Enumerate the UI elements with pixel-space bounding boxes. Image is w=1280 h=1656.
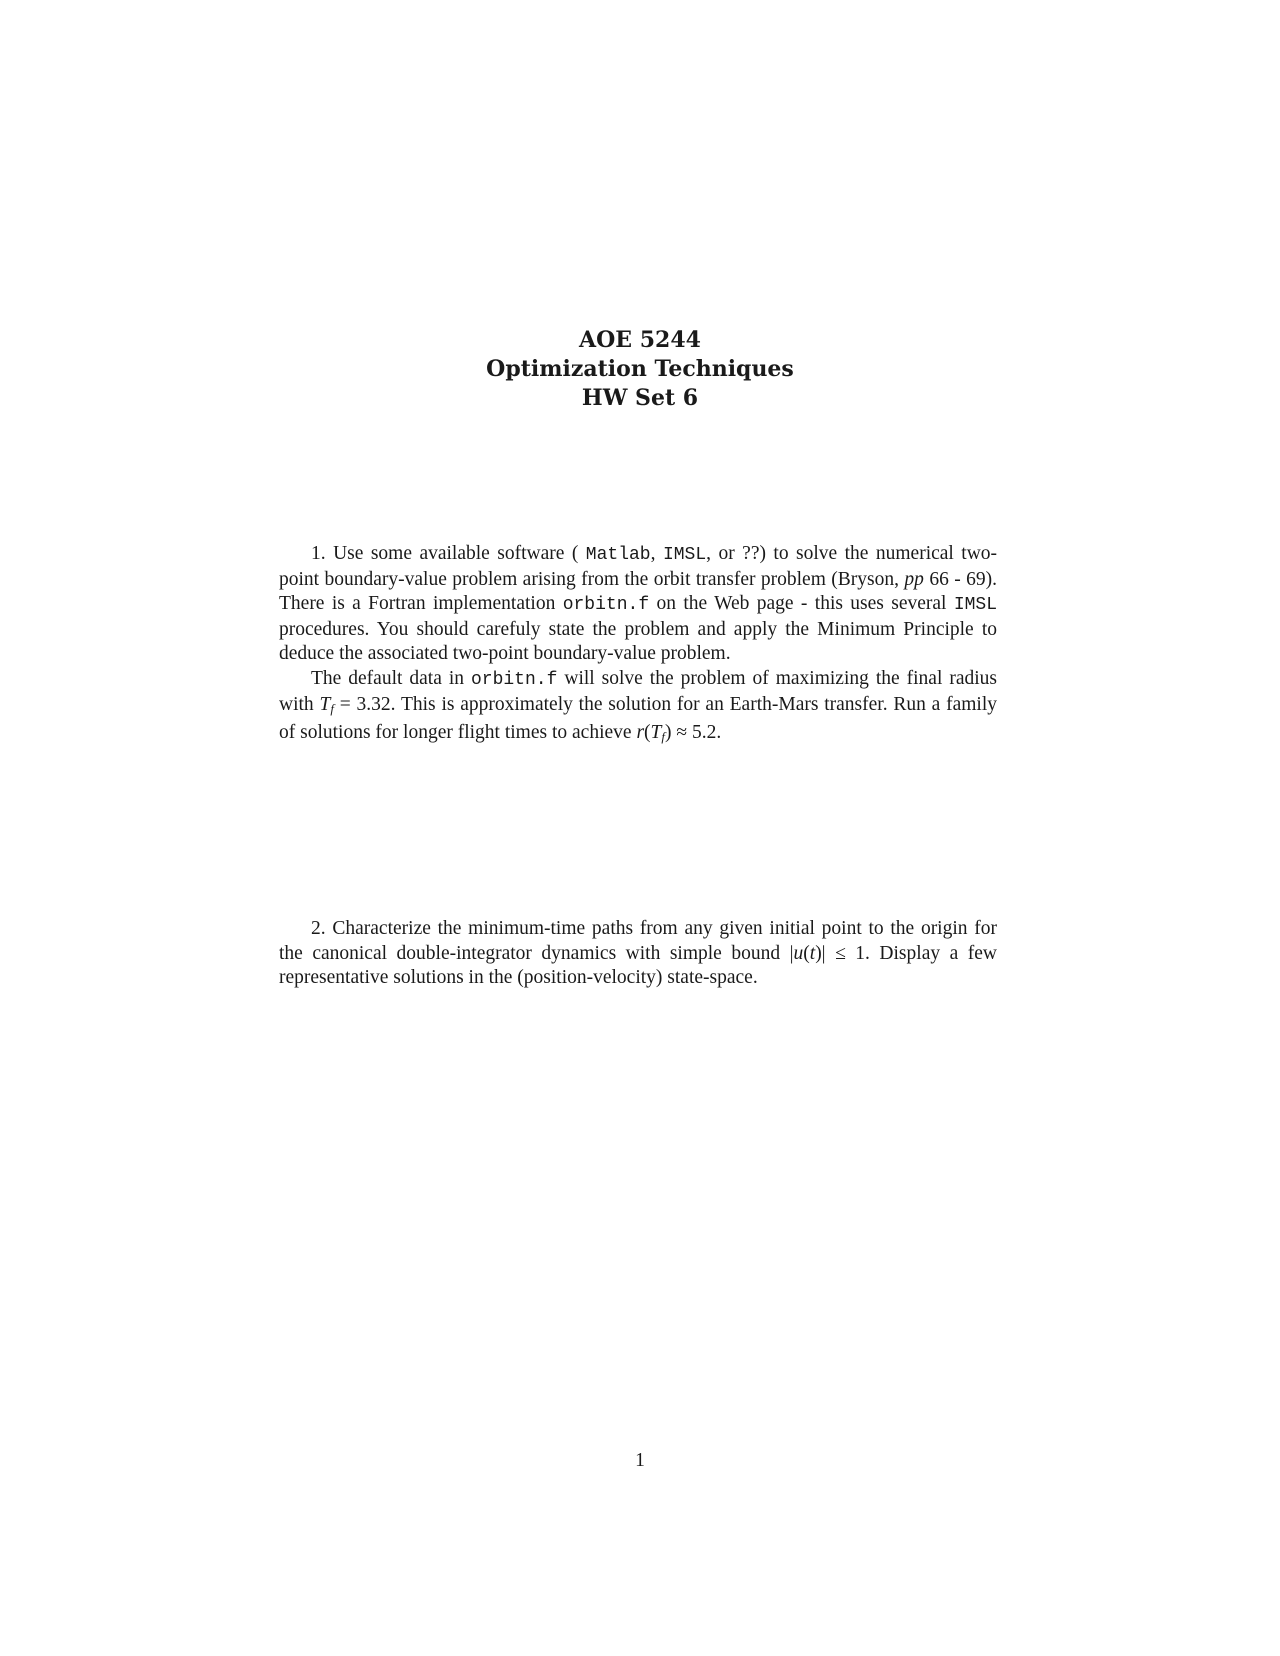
- assignment-title: HW Set 6: [581, 385, 699, 411]
- text-segment: )| ≤ 1. Display a few representative solutions in the (position-velocity) state-space.: [279, 942, 997, 989]
- math-subscript-f: f: [661, 729, 666, 745]
- text-segment: Use some available software (: [333, 543, 579, 564]
- text-segment: ) ≈ 5.2.: [665, 722, 722, 744]
- math-u: u: [793, 942, 804, 964]
- math-T: T: [319, 693, 331, 715]
- text-segment: 66 - 69). There is a Fortran implementation: [279, 568, 998, 615]
- text-segment: , or ??) to solve the numerical two-point boundary-value problem arising from the orbit transfer problem (Bryson,: [279, 543, 998, 590]
- problem-1: [279, 542, 997, 750]
- problem-number: 2.: [311, 918, 326, 939]
- code-orbitn-file: orbitn.f: [562, 595, 650, 616]
- math-T: T: [650, 722, 662, 744]
- text-segment: procedures. You should carefuly state the problem and apply the Minimum Principle to deduce the associated two-point boundary-value problem.: [279, 618, 997, 665]
- code-matlab: Matlab: [585, 545, 651, 565]
- text-segment: ,: [650, 543, 656, 564]
- code-orbitn-file: orbitn.f: [470, 669, 558, 690]
- text-segment: on the Web page - this uses several: [656, 593, 947, 615]
- math-t: t: [809, 942, 816, 964]
- course-title: Optimization Techniques: [486, 356, 794, 382]
- problem-1-paragraph-1: [279, 542, 997, 667]
- title-block: [0, 326, 1280, 413]
- text-segment: = 3.32. This is approximately the solution for an Earth-Mars transfer. Run a family of solutions for longer flight times to achieve: [279, 693, 998, 744]
- problem-2: [279, 917, 997, 991]
- italic-pp: pp: [904, 568, 924, 590]
- math-paren: (: [644, 722, 651, 744]
- math-paren: (: [803, 942, 810, 964]
- text-segment: The default data in: [311, 667, 464, 689]
- code-imsl: IMSL: [662, 545, 707, 565]
- math-r: r: [636, 722, 645, 744]
- page-number: 1: [635, 1450, 645, 1471]
- problem-1-paragraph-2: [279, 667, 997, 750]
- code-imsl: IMSL: [953, 595, 998, 616]
- problem-2-paragraph: [279, 917, 997, 991]
- problem-number: 1.: [311, 543, 326, 564]
- math-subscript-f: f: [330, 700, 334, 716]
- course-number: AOE 5244: [579, 327, 701, 353]
- text-segment: Characterize the minimum-time paths from any given initial point to the origin for the canonical double-integrator dynamics with simple bound |: [279, 918, 997, 964]
- text-segment: will solve the problem of maximizing the final radius with: [279, 667, 997, 715]
